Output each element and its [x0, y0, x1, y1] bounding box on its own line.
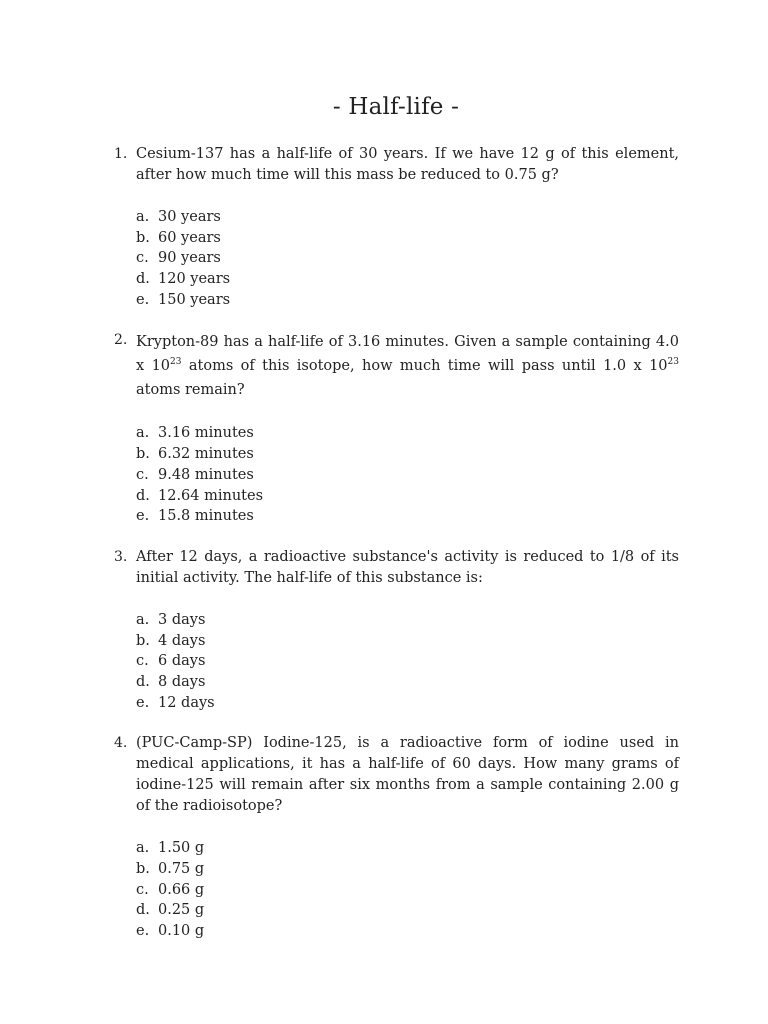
option-text: 12.64 minutes	[158, 487, 264, 504]
answer-option	[136, 900, 679, 921]
question-4	[108, 733, 679, 941]
option-letter: d.	[136, 673, 150, 690]
option-text: 90 years	[158, 250, 221, 267]
answer-option	[136, 465, 679, 486]
option-letter: c.	[136, 250, 149, 267]
option-letter: b.	[136, 632, 150, 649]
option-letter: a.	[136, 840, 150, 857]
option-text: 0.25 g	[158, 902, 205, 919]
page-title: - Half-life -	[332, 94, 460, 120]
option-text: 6 days	[158, 653, 206, 670]
option-letter: a.	[136, 425, 150, 442]
answer-option	[136, 248, 679, 269]
option-text: 12 days	[158, 694, 215, 711]
answer-option	[136, 444, 679, 465]
option-letter: c.	[136, 653, 149, 670]
question-number: 1.	[114, 146, 128, 162]
answer-option	[136, 672, 679, 693]
option-text: 1.50 g	[158, 840, 205, 857]
option-letter: b.	[136, 861, 150, 877]
option-text: 4 days	[158, 632, 206, 649]
option-text: 150 years	[158, 291, 231, 308]
option-letter: d.	[136, 487, 150, 504]
question-text: After 12 days, a radioactive substance's activity is reduced to 1/8 of its initial activity. The half-life of this substance is:	[136, 548, 679, 586]
option-letter: e.	[136, 291, 150, 308]
question-number: 4.	[114, 735, 128, 752]
option-letter: a.	[136, 209, 150, 225]
answer-options	[136, 838, 679, 941]
option-letter: a.	[136, 611, 150, 628]
answer-options	[136, 423, 679, 526]
option-text: 0.66 g	[158, 881, 205, 898]
answer-option	[136, 269, 679, 290]
option-text: 0.10 g	[158, 923, 205, 940]
question-1	[108, 144, 679, 310]
option-letter: b.	[136, 229, 150, 246]
option-text: 6.32 minutes	[158, 446, 254, 463]
question-text: (PUC-Camp-SP) Iodine-125, is a radioactive form of iodine used in medical applications, it has a half-life of 60 days. How many grams of iodine-125 will remain after six months from a sample containing 2.00 g of the radioisotope?	[136, 735, 679, 815]
option-text: 0.75 g	[158, 861, 205, 877]
option-text: 3 days	[158, 611, 206, 628]
option-letter: d.	[136, 902, 150, 919]
answer-option	[136, 838, 679, 859]
answer-option	[136, 290, 679, 311]
option-letter: d.	[136, 271, 150, 288]
question-text: Cesium-137 has a half-life of 30 years. If we have 12 g of this element, after how much time will this mass be reduced to 0.75 g?	[136, 146, 679, 183]
option-letter: e.	[136, 508, 150, 525]
option-letter: b.	[136, 446, 150, 463]
option-text: 30 years	[158, 209, 221, 225]
answer-option	[136, 880, 679, 901]
option-text: 60 years	[158, 229, 221, 246]
option-text: 120 years	[158, 271, 231, 288]
option-letter: c.	[136, 881, 149, 898]
question-number: 2.	[114, 332, 128, 349]
question-list	[108, 144, 679, 962]
option-text: 3.16 minutes	[158, 425, 254, 442]
answer-option	[136, 228, 679, 249]
answer-option	[136, 651, 679, 672]
option-text: 15.8 minutes	[158, 508, 254, 525]
question-3	[108, 547, 679, 713]
answer-option	[136, 859, 679, 880]
answer-option	[136, 207, 679, 228]
option-letter: e.	[136, 923, 150, 940]
answer-option	[136, 486, 679, 507]
option-text: 9.48 minutes	[158, 466, 254, 483]
exponent: 23	[667, 357, 679, 368]
answer-option	[136, 693, 679, 714]
option-letter: c.	[136, 466, 149, 483]
answer-option	[136, 921, 679, 942]
answer-option	[136, 506, 679, 527]
exponent: 23	[170, 357, 182, 368]
question-2	[108, 330, 679, 526]
answer-options	[136, 207, 679, 310]
option-text: 8 days	[158, 673, 206, 690]
answer-option	[136, 610, 679, 631]
option-letter: e.	[136, 694, 150, 711]
question-text: Krypton-89 has a half-life of 3.16 minutes. Given a sample containing 4.0 x $10^{23}$ atoms of this isotope, how much time will pass until 1.0 x $10^{23}$ atoms remain?	[136, 334, 679, 399]
answer-options	[136, 610, 679, 713]
answer-option	[136, 423, 679, 444]
question-number: 3.	[114, 548, 128, 565]
answer-option	[136, 631, 679, 652]
